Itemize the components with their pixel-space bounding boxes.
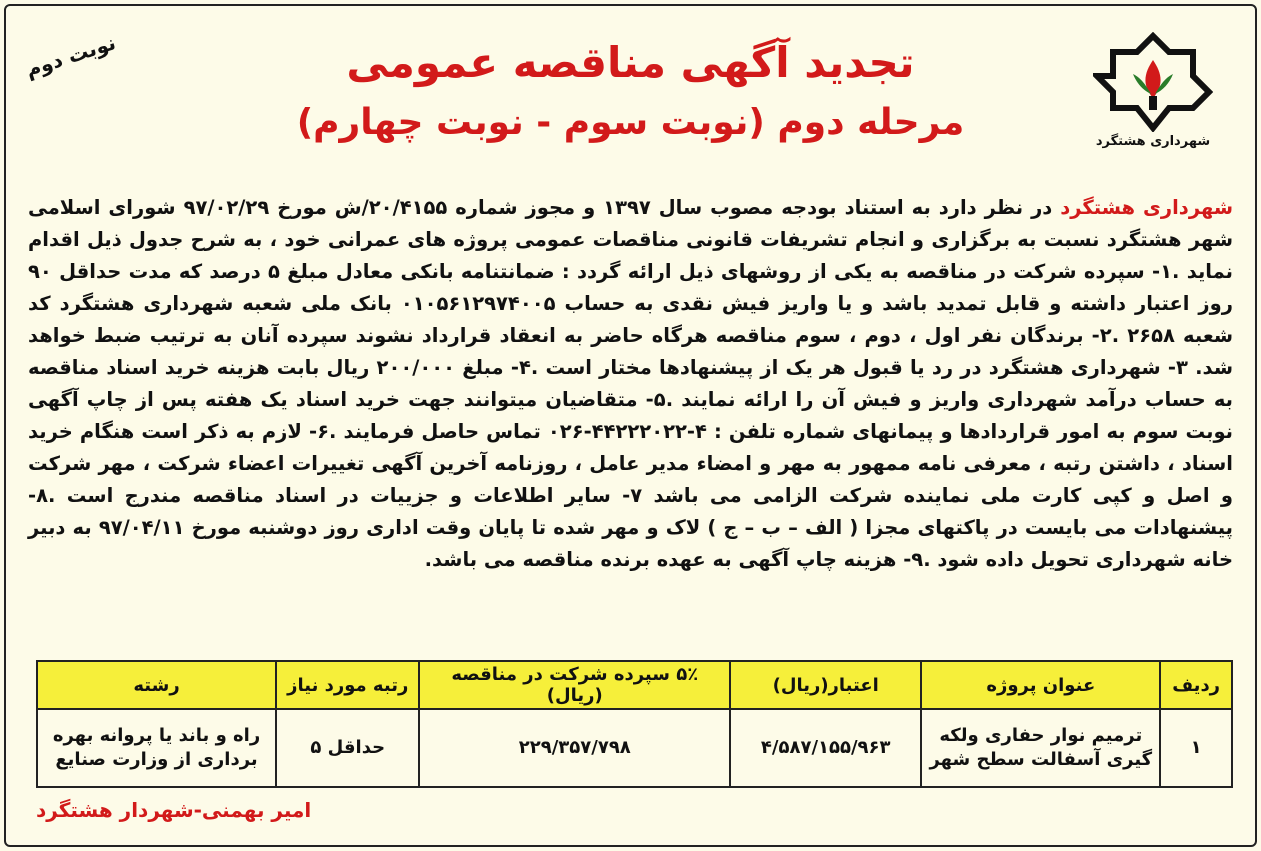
notice-header [6, 6, 1255, 186]
header-credit: اعتبار(ریال) [730, 661, 921, 709]
cell-deposit: ۲۲۹/۳۵۷/۷۹۸ [419, 709, 730, 787]
logo-caption: شهرداری هشتگرد [1095, 134, 1211, 149]
cell-field: راه و باند یا پروانه بهره برداری از وزارت صنایع [37, 709, 276, 787]
notice-body [28, 192, 1233, 576]
cell-row-number: ۱ [1160, 709, 1232, 787]
header-field: رشته [37, 661, 276, 709]
municipality-logo [1083, 32, 1223, 162]
header-deposit: ۵٪ سپرده شرکت در مناقصه (ریال) [419, 661, 730, 709]
header-grade: رتبه مورد نیاز [276, 661, 419, 709]
title-block [226, 36, 1035, 148]
round-note: نوبت دوم [22, 30, 119, 82]
projects-table [36, 660, 1233, 788]
signature: امیر بهمنی-شهردار هشتگرد [36, 798, 312, 822]
cell-project: ترمیم نوار حفاری ولکه گیری آسفالت سطح شهر [921, 709, 1160, 787]
body-highlight: شهرداری هشتگرد [1060, 196, 1233, 219]
main-title: تجدید آگهی مناقصه عمومی [346, 38, 915, 87]
header-row-number: ردیف [1160, 661, 1232, 709]
cell-grade: حداقل ۵ [276, 709, 419, 787]
header-project: عنوان پروژه [921, 661, 1160, 709]
projects-table-wrap [36, 660, 1233, 788]
sub-title: مرحله دوم (نوبت سوم - نوبت چهارم) [296, 102, 965, 143]
notice-frame [4, 4, 1257, 847]
table-header-row [37, 661, 1232, 709]
logo-emblem-icon [1093, 32, 1213, 132]
cell-credit: ۴/۵۸۷/۱۵۵/۹۶۳ [730, 709, 921, 787]
table-row [37, 709, 1232, 787]
body-paragraph: در نظر دارد به استناد بودجه مصوب سال ۱۳۹۷ و مجوز شماره ۲۰/۴۱۵۵/ش مورخ ۹۷/۰۲/۲۹ شورای اسلامی شهر هشتگرد نسبت به برگزاری و انجام تشریفات قانونی مناقصات عمومی پروژه های عمرانی خود ، به شرح جدول ذیل اقدام نماید .۱- سپرده شرکت در مناقصه به یکی از روشهای ذیل ارائه گردد : ضمانتنامه بانکی معادل مبلغ ۵ درصد که مدت حداقل ۹۰ روز اعتبار داشته و قابل تمدید باشد و یا واریز فیش نقدی به حساب ۰۱۰۵۶۱۲۹۷۴۰۰۵ بانک ملی شعبه شهرداری هشتگرد کد شعبه ۲۶۵۸ .۲- برندگان نفر اول ، دوم ، سوم مناقصه هرگاه حاضر به انعقاد قرارداد نشوند سپرده آنان به ترتیب ضبط خواهد شد. ۳- شهرداری هشتگرد در رد یا قبول هر یک از پیشنهادها مختار است .۴- مبلغ ۲۰۰/۰۰۰ ریال بابت هزینه خرید اسناد مناقصه به حساب درآمد شهرداری واریز و فیش آن را ارائه نمایند .۵- متقاضیان میتوانند جهت خرید اسناد یک هفته پس از چاپ آگهی نوبت سوم به امور قراردادها و پیمانهای شماره تلفن : ۴-۴۴۲۲۲۰۲۲-۰۲۶ تماس حاصل فرمایند .۶- لازم به ذکر است هنگام خرید اسناد ، داشتن رتبه ، معرفی نامه ممهور به مهر و امضاء مدیر عامل ، روزنامه آخرین آگهی تغییرات اعضاء شرکت ، مهر شرکت و اصل و کپی کارت ملی نماینده شرکت الزامی می باشد ۷- سایر اطلاعات و جزییات در اسناد مناقصه مندرج است .۸- پیشنهادات می بایست در پاکتهای مجزا ( الف – ب – ج ) لاک و مهر شده تا پایان وقت اداری روز دوشنبه مورخ ۹۷/۰۴/۱۱ به دبیر خانه شهرداری تحویل داده شود .۹- هزینه چاپ آگهی به عهده برنده مناقصه می باشد. [28, 196, 1234, 571]
